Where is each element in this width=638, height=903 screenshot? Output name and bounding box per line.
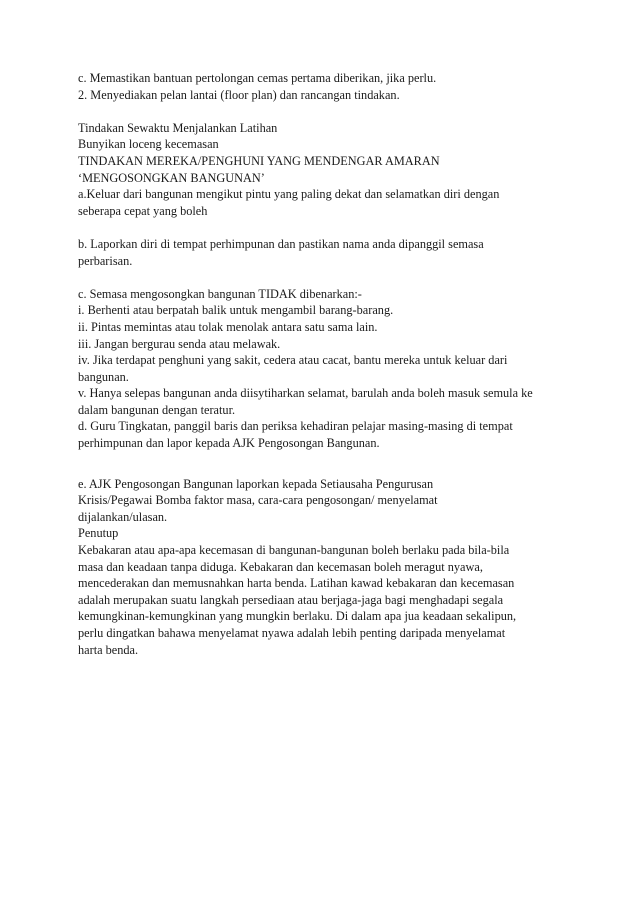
text-line: dijalankan/ulasan. (78, 509, 168, 524)
text-line: bangunan. (78, 369, 129, 384)
list-item: v. Hanya selepas bangunan anda diisytiharkan selamat, barulah anda boleh masuk semula ke (78, 386, 533, 401)
text-line: seberapa cepat yang boleh (78, 203, 208, 218)
text-line: dalam bangunan dengan teratur. (78, 402, 236, 417)
text-line: perhimpunan dan lapor kepada AJK Pengosongan Bangunan. (78, 436, 380, 451)
text-line: Bunyikan loceng kecemasan (78, 137, 219, 152)
text-line: c. Memastikan bantuan pertolongan cemas pertama diberikan, jika perlu. (78, 71, 437, 85)
section-heading: TINDAKAN MEREKA/PENGHUNI YANG MENDENGAR AMARAN (78, 153, 440, 168)
text-line: b. Laporkan diri di tempat perhimpunan dan pastikan nama anda dipanggil semasa (78, 236, 484, 251)
text-line: mencederakan dan memusnahkan harta benda. Latihan kawad kebakaran dan kecemasan (78, 576, 515, 591)
section-heading: ‘MENGOSONGKAN BANGUNAN’ (78, 170, 265, 185)
text-line: masa dan keadaan tanpa diduga. Kebakaran dan kecemasan boleh meragut nyawa, (78, 559, 483, 574)
text-line: harta benda. (78, 642, 139, 657)
document-body (78, 70, 568, 658)
text-line: 2. Menyediakan pelan lantai (floor plan) dan rancangan tindakan. (78, 87, 400, 102)
text-line: e. AJK Pengosongan Bangunan laporkan kepada Setiausaha Pengurusan (78, 476, 434, 491)
paragraph-gap (78, 452, 568, 476)
list-item: d. Guru Tingkatan, panggil baris dan periksa kehadiran pelajar masing-masing di tempat (78, 419, 513, 434)
list-item: iii. Jangan bergurau senda atau melawak. (78, 336, 281, 351)
list-item: iv. Jika terdapat penghuni yang sakit, cedera atau cacat, bantu mereka untuk keluar dari (78, 353, 508, 368)
paragraph-gap (78, 219, 568, 236)
paragraph-gap (78, 103, 568, 120)
text-line: adalah merupakan suatu langkah persediaan atau berjaga-jaga bagi menghadapi segala (78, 592, 504, 607)
text-line: Krisis/Pegawai Bomba faktor masa, cara-cara pengosongan/ menyelamat (78, 493, 438, 508)
text-line: c. Semasa mengosongkan bangunan TIDAK dibenarkan:- (78, 286, 362, 301)
section-heading: Tindakan Sewaktu Menjalankan Latihan (78, 120, 278, 135)
text-line: kemungkinan-kemungkinan yang mungkin berlaku. Di dalam apa jua keadaan sekalipun, (78, 609, 517, 624)
text-line: a.Keluar dari bangunan mengikut pintu yang paling dekat dan selamatkan diri dengan (78, 187, 500, 202)
text-line: Kebakaran atau apa-apa kecemasan di bangunan-bangunan boleh berlaku pada bila-bila (78, 543, 510, 558)
text-line: perbarisan. (78, 253, 133, 268)
text-line: perlu dingatkan bahawa menyelamat nyawa adalah lebih penting daripada menyelamat (78, 626, 506, 640)
paragraph-gap (78, 269, 568, 286)
section-heading: Penutup (78, 526, 119, 541)
list-item: i. Berhenti atau berpatah balik untuk mengambil barang-barang. (78, 303, 394, 318)
list-item: ii. Pintas memintas atau tolak menolak antara satu sama lain. (78, 319, 378, 334)
